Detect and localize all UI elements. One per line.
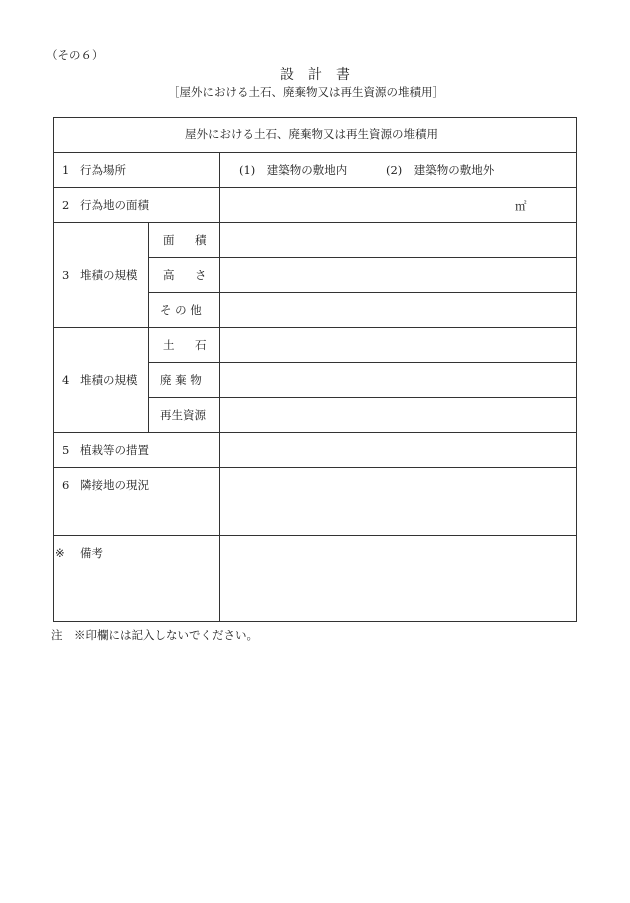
row-divider: [53, 222, 577, 223]
row5-label: 植栽等の措置: [80, 443, 149, 457]
row5-number: 5: [62, 443, 70, 457]
footnote: 注 ※印欄には記入しないでください。: [51, 628, 258, 642]
row-divider: [53, 187, 577, 188]
row1-label: 行為場所: [80, 163, 126, 177]
row-divider: [148, 397, 577, 398]
table-border-right: [576, 117, 577, 622]
row-divider: [148, 257, 577, 258]
sub-label-soil-1: 土: [163, 338, 175, 352]
title-char-3: 書: [336, 67, 350, 83]
remarks-mark: ※: [55, 546, 65, 560]
row2-label: 行為地の面積: [80, 198, 149, 212]
table-header: 屋外における土石、廃棄物又は再生資源の堆積用: [185, 127, 438, 141]
row4-label: 堆積の規模: [80, 373, 138, 387]
row6-number: 6: [62, 478, 70, 492]
row-divider: [53, 535, 577, 536]
row-divider: [148, 362, 577, 363]
row-divider: [53, 327, 577, 328]
row-divider: [53, 467, 577, 468]
row1-number: 1: [62, 163, 70, 177]
title-char-2: 計: [308, 67, 322, 83]
table-border-bottom: [53, 621, 577, 622]
sub-label-recycled: 再生資源: [160, 408, 206, 422]
table-border-top: [53, 117, 577, 118]
sub-label-area-1: 面: [163, 233, 175, 247]
row6-label: 隣接地の現況: [80, 478, 149, 492]
row-divider: [53, 152, 577, 153]
location-option-outside[interactable]: (2) 建築物の敷地外: [386, 163, 495, 177]
row-divider: [148, 292, 577, 293]
table-border-left: [53, 117, 54, 622]
sub-label-area-2: 積: [195, 233, 207, 247]
sub-label-waste: 廃 棄 物: [160, 373, 202, 387]
row3-number: 3: [62, 268, 70, 282]
subtitle: ［屋外における土石、廃棄物又は再生資源の堆積用］: [168, 85, 444, 99]
sub-label-other: そ の 他: [160, 303, 202, 317]
row2-number: 2: [62, 198, 70, 212]
row4-number: 4: [62, 373, 70, 387]
remarks-label: 備考: [80, 546, 103, 560]
location-option-inside[interactable]: (1) 建築物の敷地内: [239, 163, 348, 177]
sub-label-height-1: 高: [163, 268, 175, 282]
sub-label-height-2: さ: [195, 268, 207, 282]
label-column-divider: [219, 152, 220, 622]
sheet-number: （その６）: [46, 48, 104, 62]
sub-column-divider: [148, 222, 149, 432]
title-char-1: 設: [280, 67, 294, 83]
area-unit: ㎡: [515, 199, 527, 213]
sub-label-soil-2: 石: [195, 338, 207, 352]
row3-label: 堆積の規模: [80, 268, 138, 282]
row-divider: [53, 432, 577, 433]
